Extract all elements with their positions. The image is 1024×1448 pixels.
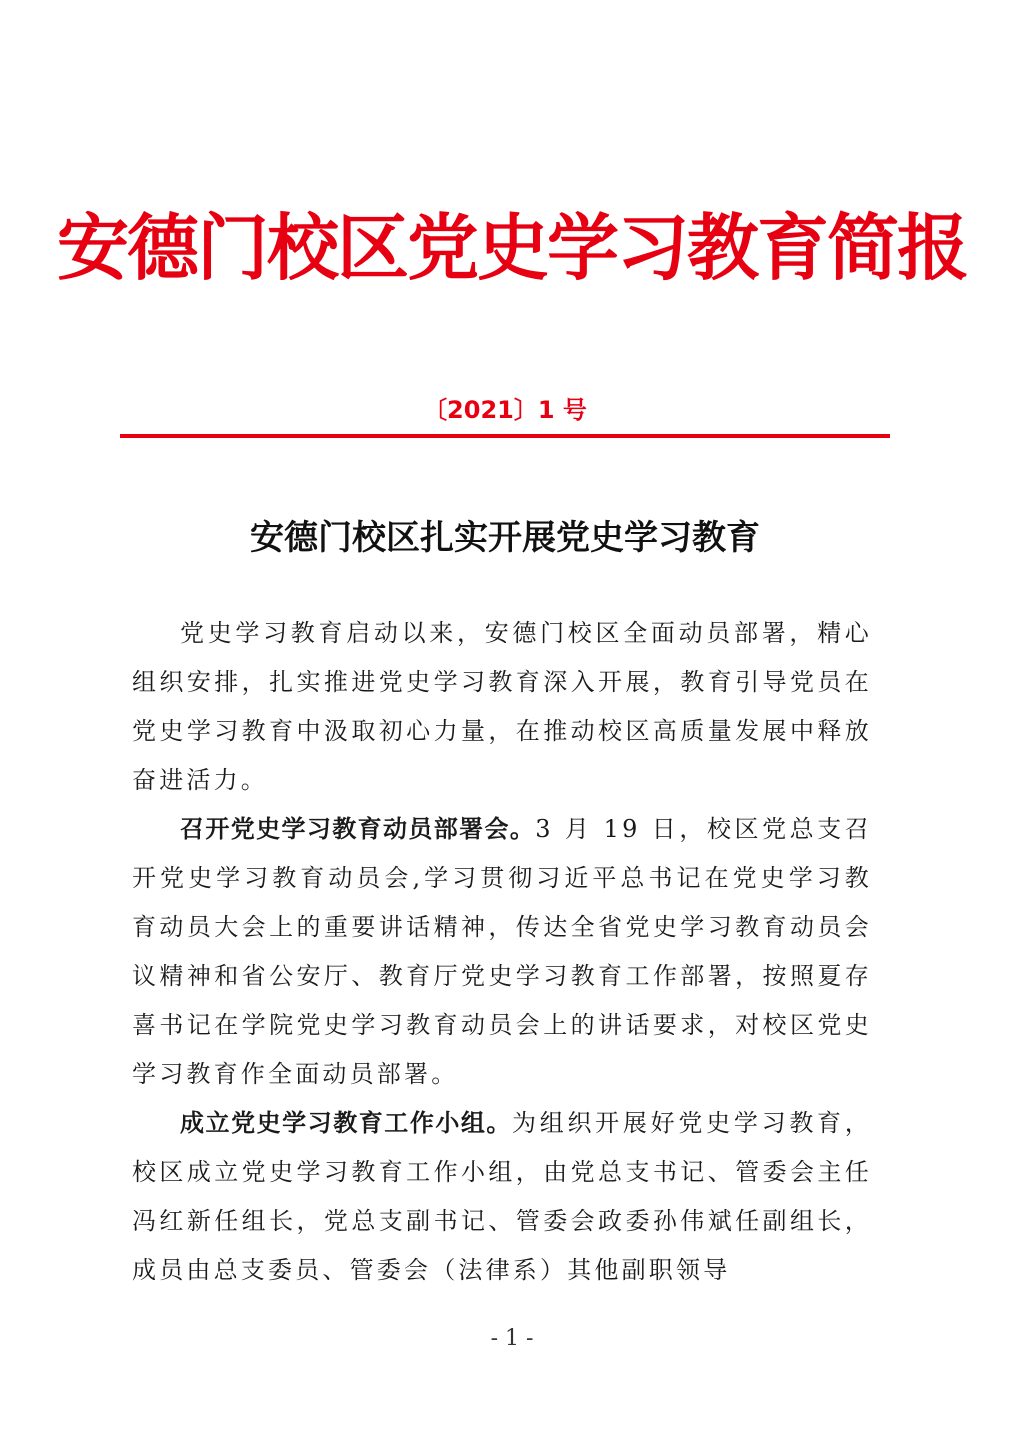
paragraph-text: 为组织开展好党史学习教育，校区成立党史学习教育工作小组，由党总支书记、管委会主任冯红新任组长，党总支副书记、管委会政委孙伟斌任副组长，成员由总支委员、管委会（法律系）其他副职领导 [132, 1109, 872, 1284]
issue-number: 〔2021〕1 号 [423, 396, 587, 424]
paragraph-intro [132, 609, 872, 805]
page-number: - 1 - [490, 1326, 534, 1351]
paragraph-text: 3 月 19 日，校区党总支召开党史学习教育动员会,学习贯彻习近平总书记在党史学习教育动员大会上的重要讲话精神，传达全省党史学习教育动员会议精神和省公安厅、教育厅党史学习教育工作部署，按照夏存喜书记在学院党史学习教育动员会上的讲话要求，对校区党史学习教育作全面动员部署。 [132, 815, 873, 1088]
paragraph-lead: 召开党史学习教育动员部署会。 [180, 815, 536, 843]
bulletin-masthead: 安德门校区党史学习教育简报 [56, 205, 967, 290]
article-body [132, 609, 872, 1295]
paragraph-working-group [132, 1099, 872, 1295]
article-headline: 安德门校区扎实开展党史学习教育 [250, 518, 760, 558]
paragraph-text: 党史学习教育启动以来，安德门校区全面动员部署，精心组织安排，扎实推进党史学习教育深入开展，教育引导党员在党史学习教育中汲取初心力量，在推动校区高质量发展中释放奋进活力。 [132, 619, 872, 794]
paragraph-lead: 成立党史学习教育工作小组。 [180, 1109, 512, 1137]
red-divider [120, 434, 890, 438]
paragraph-mobilization-meeting [132, 805, 872, 1099]
